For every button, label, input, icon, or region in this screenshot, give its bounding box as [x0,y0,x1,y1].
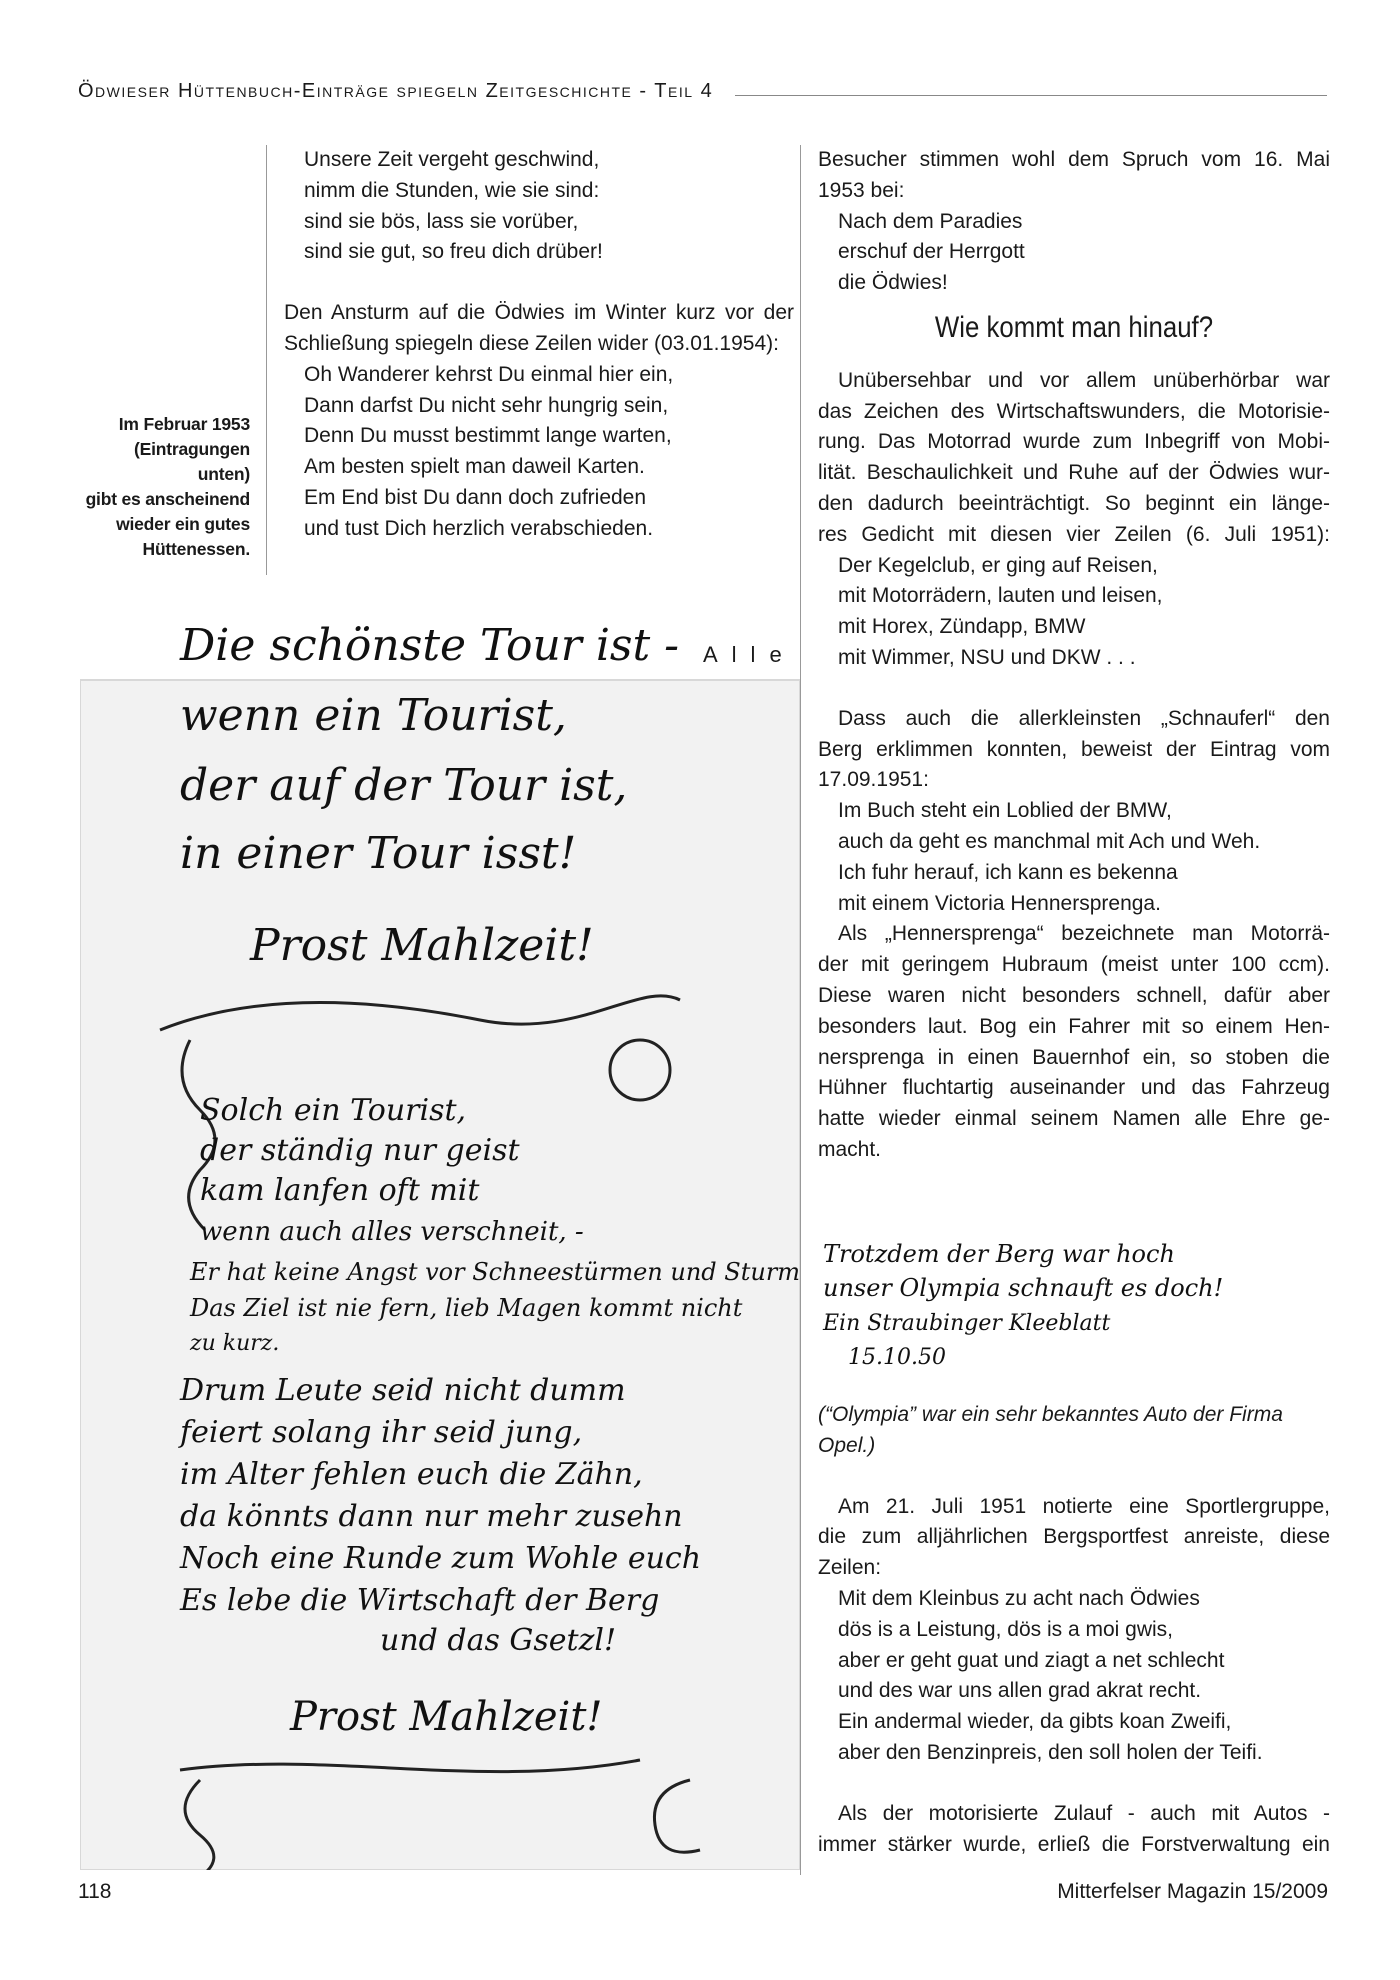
text-line: 1953 bei: [818,178,905,202]
poem-line: Unsere Zeit vergeht geschwind, [304,148,600,171]
handwriting-line: Die schönste Tour ist - [180,620,680,671]
text-line: die zum alljährlichen Bergsportfest anreiste, diese [818,1525,1330,1549]
running-head: Ödwieser Hüttenbuch-Einträge spiegeln Zeitgeschichte - Teil 4 [78,80,714,102]
poem-line: mit Wimmer, NSU und DKW . . . [838,645,1136,669]
poem-line: mit einem Victoria Hennersprenga. [838,891,1161,915]
poem-line: Mit dem Kleinbus zu acht nach Ödwies [838,1586,1200,1610]
continuation-word: Alle [703,642,796,667]
handwriting-line: und das Gsetzl! [380,1623,617,1658]
poem-line: Nach dem Paradies [838,209,1023,233]
handwriting-line: kam lanfen oft mit [200,1173,480,1208]
handwriting-line: Er hat keine Angst vor Schneestürmen und Sturm [190,1258,800,1286]
paragraph-forstverwaltung [818,1799,1330,1861]
text-line: Als „Hennersprenga“ bezeichnete man Motorrä- [838,922,1330,946]
handwritten-olympia-entry [818,1230,1330,1380]
text-line: Den Ansturm auf die Ödwies im Winter kurz vor der [284,301,794,325]
poem-line: Oh Wanderer kehrst Du einmal hier ein, [304,362,674,386]
text-line: Opel.) [818,1433,876,1457]
caption-line: gibt es anscheinend [85,489,250,509]
text-line: Dass auch die allerkleinsten „Schnauferl“ den [838,706,1330,730]
column-divider-left [266,145,267,575]
handwriting-line: Es lebe die Wirtschaft der Berg [180,1583,660,1618]
paragraph-schnauferl [818,704,1330,796]
handwriting-line: feiert solang ihr seid jung, [180,1415,583,1450]
handwriting-line: Noch eine Runde zum Wohle euch [180,1541,702,1576]
poem-line: Am besten spielt man daweil Karten. [304,455,645,479]
caption-line: unten) [197,464,250,484]
poem-line: sind sie bös, lass sie vorüber, [304,209,579,233]
poem-line: aber er geht guat und ziagt a net schlecht [838,1648,1225,1672]
text-line: Berg erklimmen konnten, beweist der Eintrag vom [818,737,1330,761]
handwriting-line: unser Olympia schnauft es doch! [823,1274,1224,1302]
column-divider-right [800,145,801,1875]
paragraph-besucher [818,145,1330,207]
text-line: Diese waren nicht besonders schnell, dafür aber [818,983,1330,1007]
poem-line: erschuf der Herrgott [838,240,1025,264]
poem-line: nimm die Stunden, wie sie sind: [304,178,600,202]
text-line: res Gedicht mit diesen vier Zeilen (6. Juli 1951): [818,522,1330,546]
poem-line: Em End bist Du dann doch zufrieden [304,485,647,509]
poem-line: mit Motorrädern, lauten und leisen, [838,584,1163,608]
paragraph-motorisierung [818,366,1330,551]
poem-line: dös is a Leistung, dös is a moi gwis, [838,1617,1173,1641]
handwriting-line: 15.10.50 [848,1345,946,1370]
poem-line: und tust Dich herzlich verabschieden. [304,516,654,540]
poem-wanderer [284,360,794,545]
magazine-issue: Mitterfelser Magazin 15/2009 [1057,1880,1328,1903]
poem-line: und des war uns allen grad akrat recht. [838,1679,1202,1703]
text-line: macht. [818,1137,882,1161]
text-line: Zeilen: [818,1556,882,1580]
olympia-explanation [818,1400,1330,1462]
header-rule [735,95,1327,96]
poem-line: Ein andermal wieder, da gibts koan Zweifi, [838,1710,1232,1734]
handwriting-line: Drum Leute seid nicht dumm [180,1373,626,1408]
text-line: immer stärker wurde, erließ die Forstverwaltung ein [818,1832,1330,1856]
handwriting-line: in einer Tour isst! [180,828,577,879]
section-heading: Wie kommt man hinauf? [934,310,1214,344]
text-line: (“Olympia” war ein sehr bekanntes Auto der Firma [818,1403,1283,1426]
right-column-lower [818,1400,1330,1860]
poem-line: auch da geht es manchmal mit Ach und Weh. [838,829,1261,853]
handwriting-line: Das Ziel ist nie fern, lieb Magen kommt nicht [190,1294,743,1322]
text-line: lität. Beschaulichkeit und Ruhe auf der Ödwies wur- [818,461,1330,485]
poem-line: Denn Du musst bestimmt lange warten, [304,424,672,448]
text-line: Als der motorisierte Zulauf - auch mit Autos - [838,1801,1330,1825]
text-line: Besucher stimmen wohl dem Spruch vom 16. Mai [818,148,1330,171]
caption-line: Hüttenessen. [142,539,250,559]
paragraph-sportler [818,1492,1330,1584]
handwriting-line: wenn ein Tourist, [180,690,567,741]
text-line: hatte wieder einmal seinem Namen alle Ehre ge- [818,1107,1330,1131]
handwriting-line: Ein Straubinger Kleeblatt [823,1311,1111,1336]
handwriting-line: der auf der Tour ist, [180,760,628,811]
right-column [818,145,1330,1166]
handwritten-guestbook-scan [80,600,800,1870]
text-line: das Zeichen des Wirtschaftswunders, die Motorisie- [818,399,1330,423]
caption-line: wieder ein gutes [116,514,250,534]
handwriting-line: Prost Mahlzeit! [290,1694,603,1740]
sidebar-caption [78,412,250,562]
poem-line: aber den Benzinpreis, den soll holen der Teifi. [838,1740,1263,1764]
handwriting-line: Solch ein Tourist, [200,1093,467,1128]
poem-kleinbus [818,1584,1330,1769]
handwriting-line: zu kurz. [190,1331,280,1356]
text-line: den dadurch beeinträchtigt. So beginnt ein länge- [818,491,1330,515]
caption-line: Im Februar 1953 [118,414,250,434]
poem-paradies [818,207,1330,299]
handwriting-line: Trotzdem der Berg war hoch [823,1240,1175,1268]
handwriting-line: wenn auch alles verschneit, - [200,1217,584,1247]
text-line: Hühner fluchtartig auseinander und das Fahrzeug [818,1076,1330,1100]
text-line: nersprenga in einen Bauernhof ein, so stoben die [818,1045,1330,1069]
poem-bmw [818,796,1330,919]
handwriting-line: der ständig nur geist [200,1133,520,1168]
handwriting-line: da könnts dann nur mehr zusehn [180,1499,683,1534]
text-line: der mit geringem Hubraum (meist unter 100 ccm). [818,953,1330,977]
poem-line: die Ödwies! [838,271,948,295]
poem-line: Der Kegelclub, er ging auf Reisen, [838,553,1158,577]
text-line: Unübersehbar und vor allem unüberhörbar war [838,368,1330,392]
handwriting-line: im Alter fehlen euch die Zähn, [180,1457,643,1492]
poem-line: sind sie gut, so freu dich drüber! [304,240,603,264]
text-line: rung. Das Motorrad wurde zum Inbegriff von Mobi- [818,430,1330,454]
text-line: besonders laut. Bog ein Fahrer mit so einem Hen- [818,1014,1330,1038]
caption-line: (Eintragungen [133,439,250,459]
text-line: 17.09.1951: [818,768,929,792]
handwriting-line: Prost Mahlzeit! [250,920,594,971]
paragraph-hennersprenga [818,919,1330,1165]
poem-unsere-zeit [284,145,794,268]
poem-line: Dann darfst Du nicht sehr hungrig sein, [304,393,669,417]
poem-kegelclub [818,551,1330,674]
page-number: 118 [78,1880,112,1903]
text-line: Schließung spiegeln diese Zeilen wider (03.01.1954): [284,331,779,355]
middle-column [284,145,794,545]
poem-line: Im Buch steht ein Loblied der BMW, [838,799,1172,823]
paragraph-ansturm [284,298,794,360]
poem-line: mit Horex, Zündapp, BMW [838,615,1086,639]
poem-line: Ich fuhr herauf, ich kann es bekenna [838,860,1178,884]
text-line: Am 21. Juli 1951 notierte eine Sportlergruppe, [838,1494,1330,1518]
